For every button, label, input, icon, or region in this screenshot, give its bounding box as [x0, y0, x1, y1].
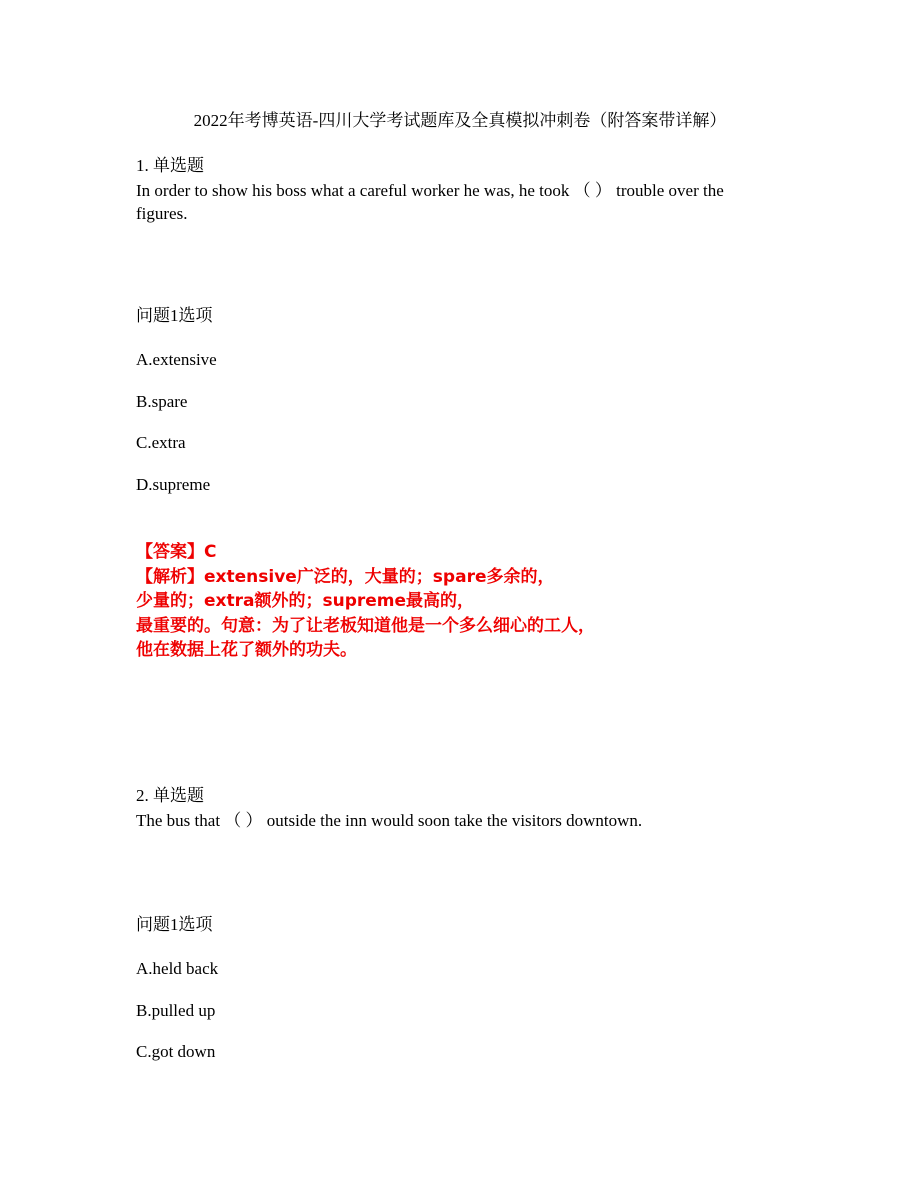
question-1-options-label: 问题1选项 [136, 306, 213, 325]
question-1-answer-explanation [136, 540, 756, 663]
question-1-option-b: B.spare [136, 392, 188, 411]
question-2-header: 2. 单选题 [136, 786, 204, 805]
question-1-option-d: D.supreme [136, 475, 211, 494]
question-1-option-c: C.extra [136, 433, 186, 452]
explanation-line: 最重要的。句意：为了让老板知道他是一个多么细心的工人， [136, 615, 595, 636]
question-2-text [136, 809, 776, 832]
answer-line: 【答案】C [136, 542, 217, 562]
question-2-option-b: B.pulled up [136, 1001, 216, 1020]
explanation-line: 【解析】extensive广泛的，大量的；spare多余的， [136, 566, 555, 587]
document-title: 2022年考博英语-四川大学考试题库及全真模拟冲刺卷（附答案带详解） [193, 111, 727, 130]
explanation-line: 少量的；extra额外的；supreme最高的， [136, 591, 475, 611]
explanation-line: 他在数据上花了额外的功夫。 [136, 640, 357, 660]
question-1-line-2: figures. [136, 204, 188, 223]
question-1-option-a: A.extensive [136, 350, 217, 369]
question-2-options-label: 问题1选项 [136, 915, 213, 934]
question-2-option-c: C.got down [136, 1042, 216, 1061]
question-2-option-a: A.held back [136, 959, 219, 978]
question-1-line-1: In order to show his boss what a careful worker he was, he took （ ） trouble over the [136, 181, 724, 200]
question-2-line-1: The bus that （ ） outside the inn would soon take the visitors downtown. [136, 811, 643, 830]
question-1-text [136, 179, 776, 225]
question-1-header: 1. 单选题 [136, 156, 204, 175]
